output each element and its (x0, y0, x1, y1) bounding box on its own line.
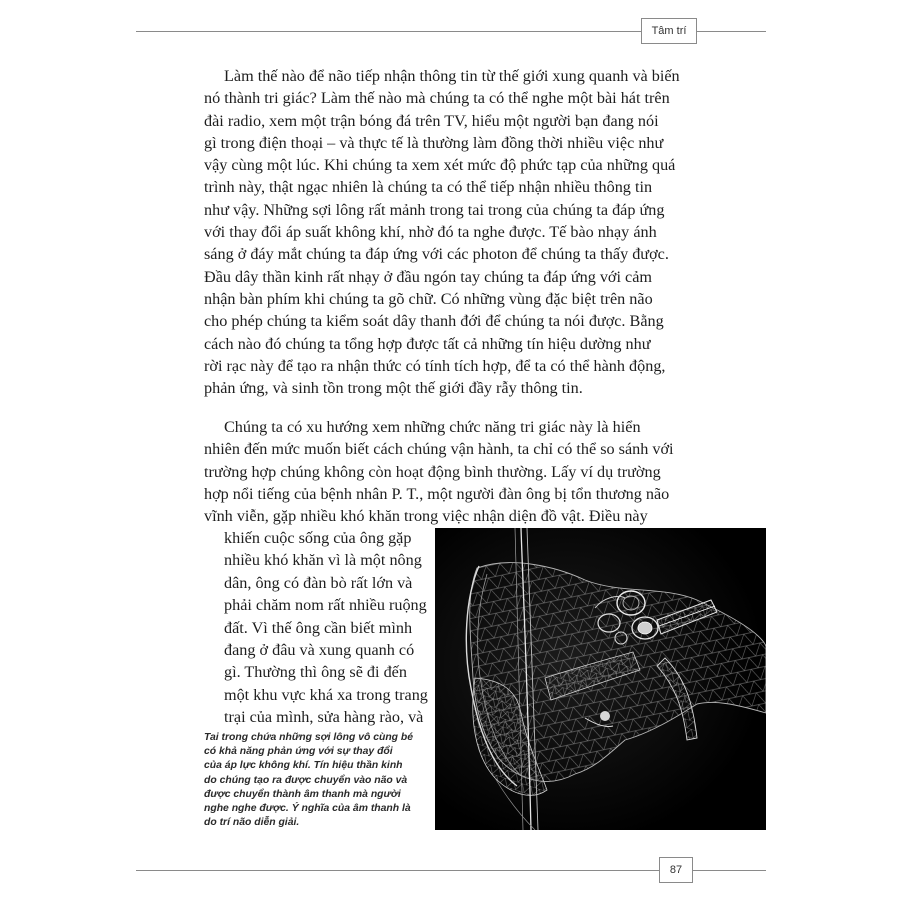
caption-line: nghe nghe được. Ý nghĩa của âm thanh là (204, 803, 411, 815)
text-line: khiến cuộc sống của ông gặp (224, 529, 412, 547)
footer-rule (136, 870, 660, 871)
text-line: phản ứng, và sinh tồn trong một thế giới đầy rẫy thông tin. (204, 379, 583, 398)
header-rule (136, 31, 641, 32)
text-line: đất. Vì thế ông cần biết mình (224, 618, 413, 637)
caption-line: được chuyển thành âm thanh mà người (204, 788, 401, 800)
ear-wireframe-graphic (435, 528, 766, 830)
ear-wireframe-image (435, 528, 766, 830)
caption-line: do trí não diễn giải. (204, 817, 300, 829)
text-line: nhiều khó khăn vì là một nông (224, 551, 422, 570)
text-line: hợp nổi tiếng của bệnh nhân P. T., một người đàn ông bị tổn thương não (204, 484, 670, 503)
text-line: nhận bàn phím khi chúng ta gõ chữ. Có những vùng đặc biệt trên não (204, 289, 653, 308)
text-line: trình này, thật ngạc nhiên là chúng ta có thể tiếp nhận nhiều thông tin (204, 178, 653, 197)
text-line: như vậy. Những sợi lông rất mảnh trong tai trong của chúng ta đáp ứng (204, 200, 665, 219)
text-line: trại của mình, sửa hàng rào, và (224, 708, 424, 727)
text-line: vậy cùng một lúc. Khi chúng ta xem xét mức độ phức tạp của những quá (204, 156, 676, 175)
text-line: trường hợp chúng không còn hoạt động bình thường. Lấy ví dụ trường (204, 462, 661, 481)
text-line: với thay đổi áp suất không khí, nhờ đó ta nghe được. Tế bào nhạy ánh (204, 223, 657, 242)
body-paragraph-2 (204, 416, 754, 527)
text-line: Đầu dây thần kinh rất nhạy ở đầu ngón tay chúng ta đáp ứng với cảm (204, 267, 653, 286)
text-line: gì trong điện thoại – và thực tế là thường làm đồng thời nhiều việc như (204, 133, 664, 152)
header-rule-tail (696, 31, 766, 32)
text-line: đài radio, xem một trận bóng đá trên TV, hiểu một người bạn đang nói (204, 111, 659, 130)
caption-line: của áp lực không khí. Tín hiệu thần kinh (204, 760, 403, 772)
page-number: 87 (659, 857, 693, 883)
footer-rule-tail (692, 870, 766, 871)
text-line: một khu vực khá xa trong trang (224, 685, 428, 704)
caption-line: Tai trong chứa những sợi lông vô cùng bé (204, 732, 414, 743)
text-line: đang ở đâu và xung quanh có (224, 641, 415, 660)
figure-caption (204, 731, 428, 830)
text-line: Chúng ta có xu hướng xem những chức năng tri giác này là hiển (224, 418, 641, 436)
text-line: dân, ông có đàn bò rất lớn và (224, 573, 413, 592)
text-line: cho phép chúng ta kiểm soát dây thanh đới để chúng ta nói được. Bằng (204, 312, 664, 331)
text-line: cách nào đó chúng ta tổng hợp được tất cả những tín hiệu dường như (204, 334, 651, 353)
text-line: nhiên đến mức muốn biết cách chúng vận hành, ta chỉ có thể so sánh với (204, 440, 674, 459)
caption-line: có khả năng phản ứng với sự thay đổi (204, 746, 393, 758)
text-line: gì. Thường thì ông sẽ đi đến (224, 663, 407, 682)
caption-line: do chúng tạo ra được chuyển vào não và (204, 774, 408, 786)
text-line: vĩnh viễn, gặp nhiều khó khăn trong việc nhận diện đồ vật. Điều này (204, 507, 648, 526)
body-paragraph-2-wrapped (224, 527, 428, 729)
text-line: nó thành tri giác? Làm thế nào mà chúng ta có thể nghe một bài hát trên (204, 89, 670, 108)
text-line: sáng ở đáy mắt chúng ta đáp ứng với các photon để chúng ta thấy được. (204, 245, 669, 264)
text-line: phải chăm nom rất nhiều ruộng (224, 596, 427, 615)
section-label: Tâm trí (641, 18, 697, 44)
text-line: rời rạc này để tạo ra nhận thức có tính tích hợp, để ta có thể hành động, (204, 356, 666, 375)
text-line: Làm thế nào để não tiếp nhận thông tin từ thế giới xung quanh và biến (224, 67, 680, 85)
body-paragraph-1 (204, 65, 754, 399)
